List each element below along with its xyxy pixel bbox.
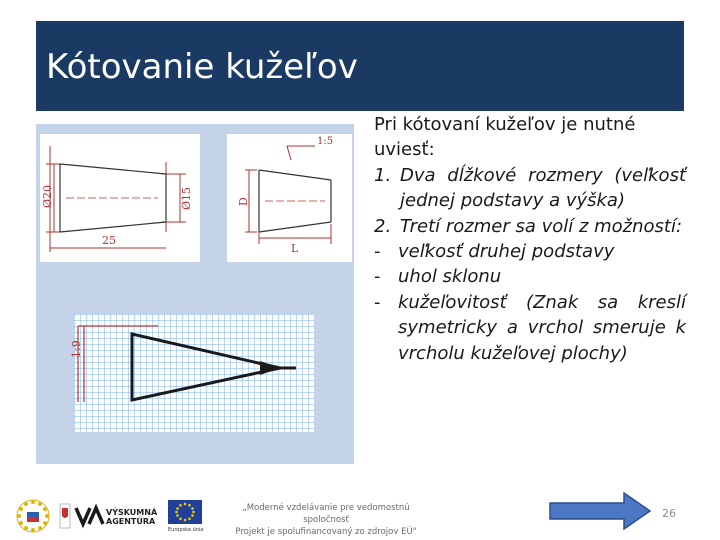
- option-text: uhol sklonu: [398, 266, 502, 288]
- option-marker: -: [374, 241, 381, 263]
- agency-line-1: VÝSKUMNÁ: [106, 508, 158, 517]
- slide-title-bar: [36, 21, 684, 111]
- page-number: 26: [662, 507, 676, 520]
- slide-title: Kótovanie kužeľov: [46, 47, 358, 87]
- taper-symbol-figure: [70, 314, 314, 432]
- agency-line-2: AGENTÚRA: [106, 517, 156, 526]
- agency-name: [106, 508, 157, 526]
- option-text: kužeľovitosť (Znak sa kreslí symetricky a vrchol smeruje k vrcholu kužeľovej plochy): [398, 291, 686, 364]
- ministry-emblem-icon: [58, 502, 72, 530]
- option-marker: -: [374, 266, 381, 288]
- length-l-label: L: [291, 242, 299, 255]
- option-item: [374, 290, 686, 366]
- diameter-20-label: Ø20: [41, 184, 54, 208]
- next-slide-arrow-icon[interactable]: [548, 491, 652, 531]
- list-item-text: Dva dĺžkové rozmery (veľkosť jednej podstavy a výška): [400, 164, 686, 212]
- footer-text-line-1: „Moderné vzdelávanie pre vedomostnú spoločnosť: [242, 503, 410, 525]
- list-marker: 2.: [374, 215, 392, 237]
- cone-dimension-figure-2: [227, 134, 352, 262]
- option-item: [374, 239, 686, 264]
- figure-panel: [36, 124, 354, 464]
- footer-text-line-2: Projekt je spolufinancovaný zo zdrojov EÚ": [235, 527, 417, 537]
- list-item-text: Tretí rozmer sa volí z možností:: [400, 215, 683, 237]
- option-text: veľkosť druhej podstavy: [398, 241, 615, 263]
- slide-content: [374, 112, 686, 366]
- list-item: [374, 214, 686, 239]
- list-marker: 1.: [374, 164, 392, 186]
- project-footer-text: [228, 502, 424, 538]
- cone-dimension-figure-1: [40, 134, 200, 262]
- footer-logos: [8, 496, 422, 536]
- intro-text: Pri kótovaní kužeľov je nutné uviesť:: [374, 114, 636, 161]
- list-item: [374, 163, 686, 214]
- height-d-label: D: [237, 197, 250, 206]
- eu-flag-icon: [168, 500, 202, 524]
- option-item: [374, 264, 686, 289]
- taper-1-9-label: 1:9: [70, 340, 83, 358]
- va-agency-logo-icon: [74, 506, 104, 526]
- eu-stars-emblem-icon: [14, 498, 52, 534]
- option-marker: -: [374, 291, 381, 313]
- length-25-label: 25: [102, 234, 116, 247]
- taper-1-5-label: 1:5: [317, 136, 334, 147]
- eu-label: Európska únia: [168, 527, 204, 533]
- diameter-15-label: Ø15: [180, 186, 193, 210]
